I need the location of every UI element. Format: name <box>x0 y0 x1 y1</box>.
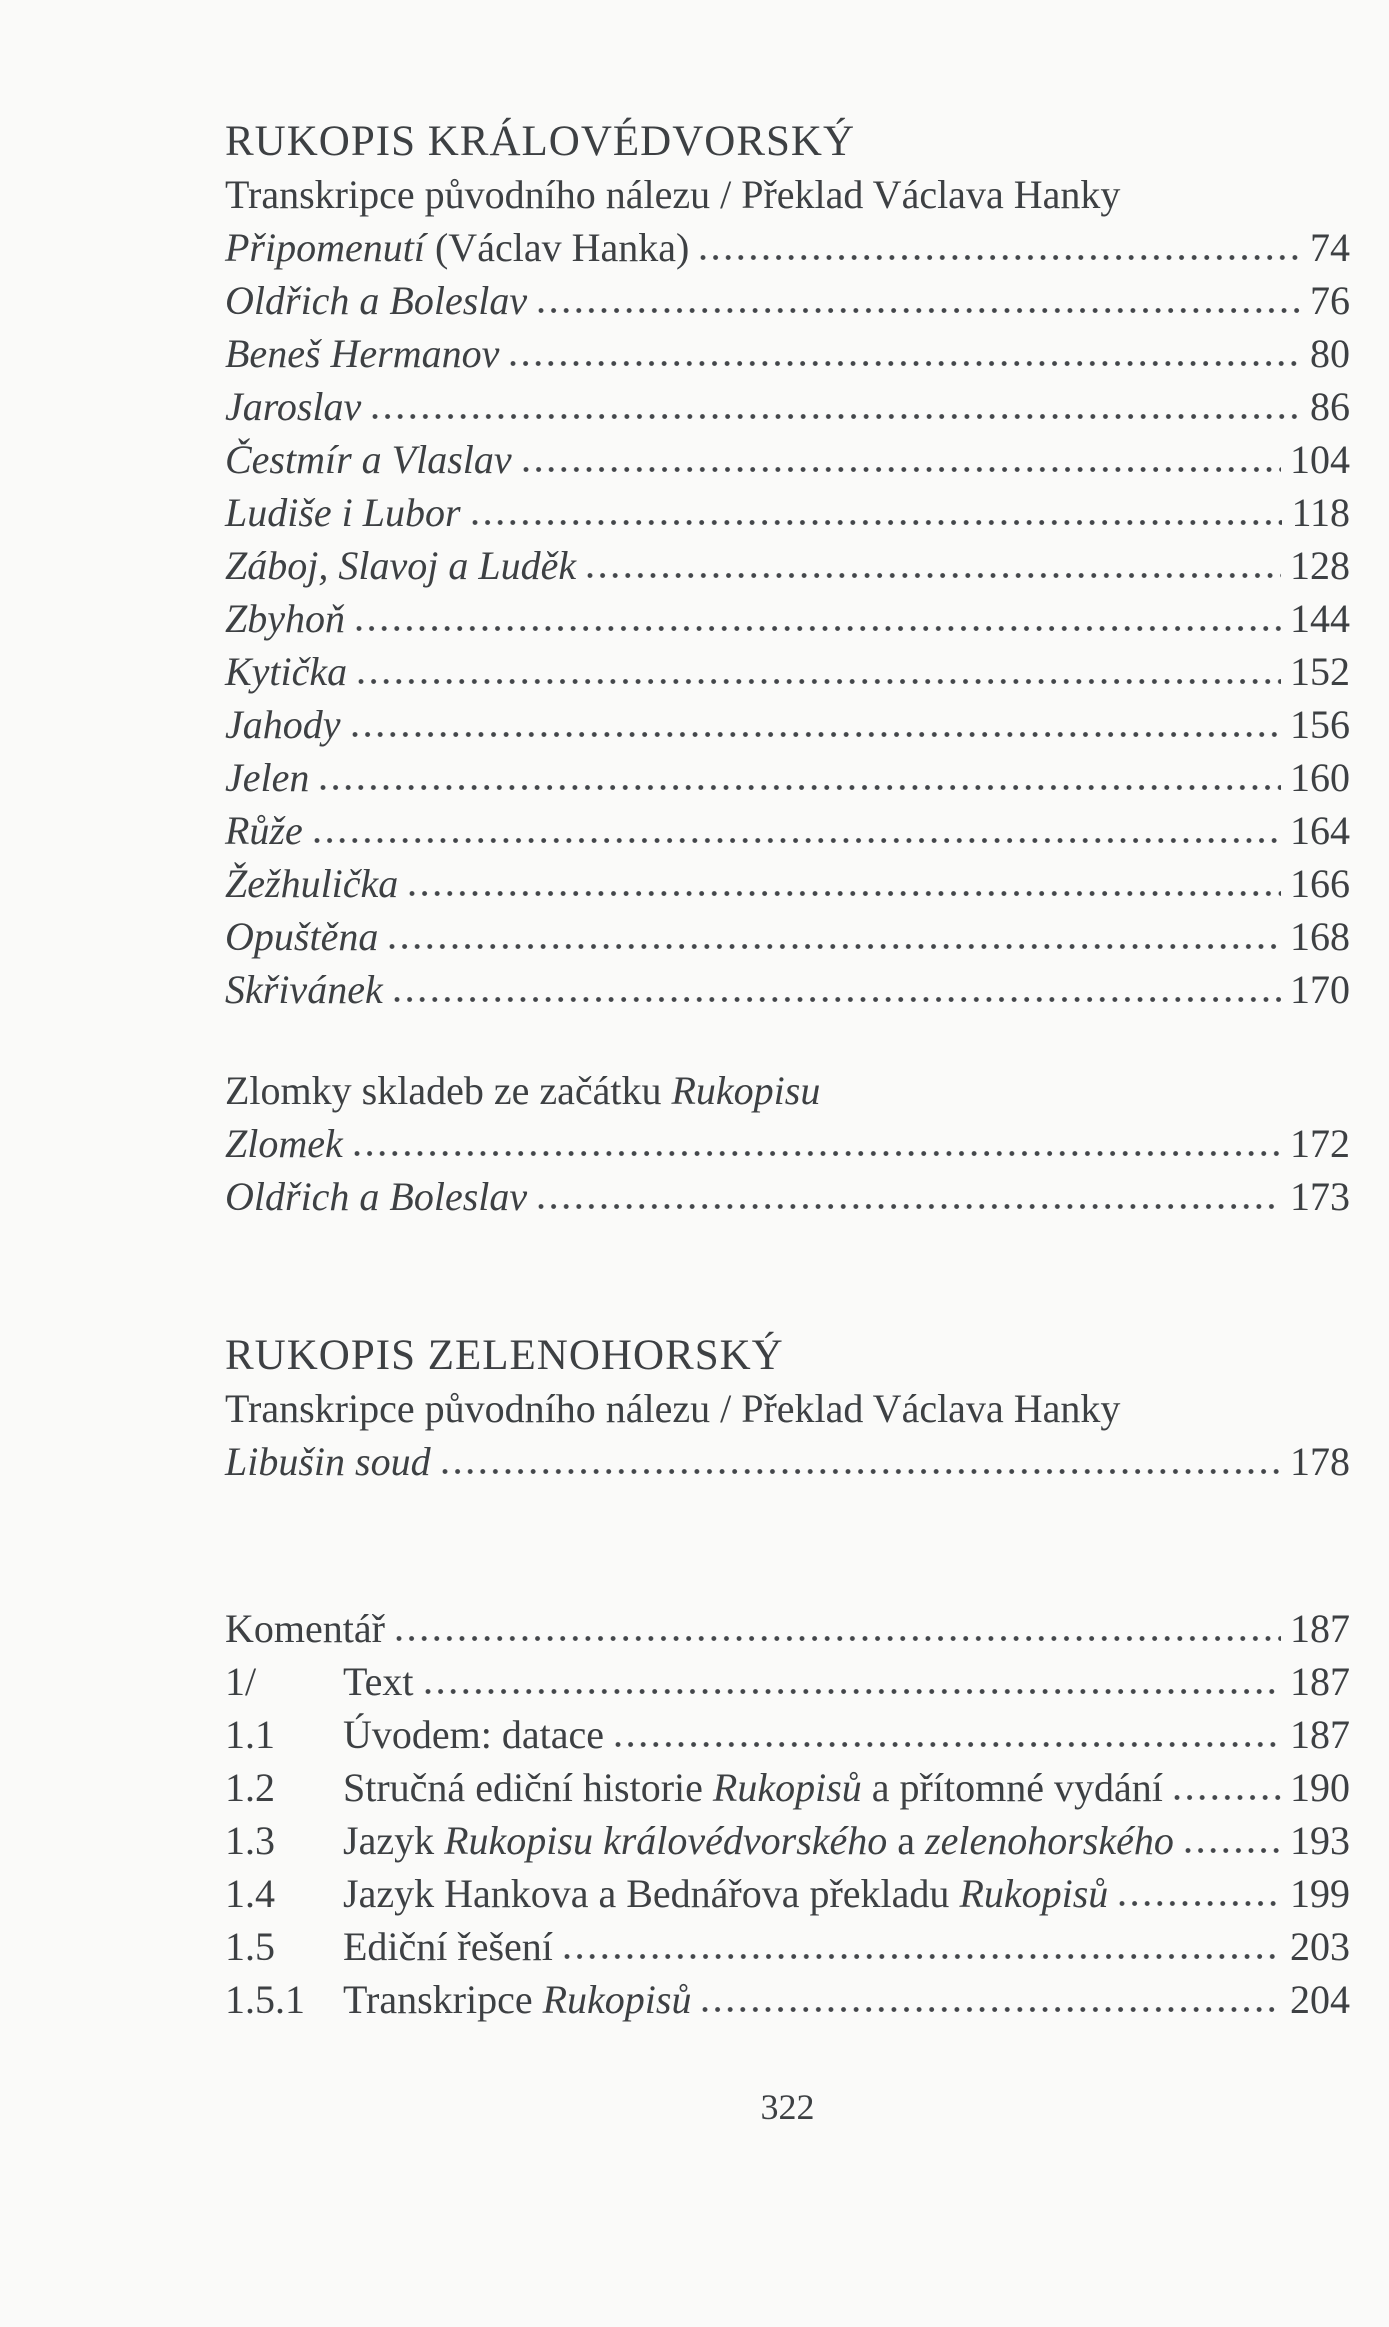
section-heading: RUKOPIS ZELENOHORSKÝ <box>225 1332 784 1379</box>
entry-page-number: 80 <box>1310 331 1350 376</box>
entry-title <box>343 1761 1163 1814</box>
text-segment: Rukopisu královédvorského <box>444 1818 888 1863</box>
toc-entry-list <box>225 1117 1350 1223</box>
entry-page-number: 187 <box>1290 1659 1350 1704</box>
text-segment: Jaroslav <box>225 384 362 429</box>
toc-entry <box>225 1867 1350 1920</box>
section-rukopis-kralovedvorsky <box>225 115 1350 1016</box>
text-segment: Beneš Hermanov <box>225 331 500 376</box>
section-rukopis-zelenohorsky <box>225 1329 1350 1488</box>
toc-entry-list <box>225 1435 1350 1488</box>
text-segment: Stručná ediční historie <box>343 1765 713 1810</box>
toc-entry <box>225 1920 1350 1973</box>
section-commentary <box>225 1602 1350 2026</box>
dot-leader <box>320 784 1281 791</box>
text-segment: Připomenutí <box>225 225 425 270</box>
section-subheading: Transkripce původního nálezu / Překlad Václava Hanky <box>225 172 1121 217</box>
text-segment: Rukopisů <box>712 1765 862 1810</box>
dot-leader <box>372 413 1301 420</box>
entry-page-number: 187 <box>1290 1712 1350 1757</box>
entry-number: 1.4 <box>225 1871 275 1916</box>
fragments-heading <box>225 1064 1350 1117</box>
entry-title <box>225 274 527 327</box>
entry-title <box>225 1170 527 1223</box>
text-segment: (Václav Hanka) <box>424 225 690 270</box>
dot-leader <box>523 466 1281 473</box>
entry-page-number: 74 <box>1310 225 1350 270</box>
text-segment: Kytička <box>225 649 348 694</box>
dot-leader <box>1174 1794 1281 1801</box>
entry-title <box>225 539 576 592</box>
toc-entry <box>225 539 1350 592</box>
text-segment: Opuštěna <box>225 914 379 959</box>
entry-title <box>343 1655 414 1708</box>
toc-entry <box>225 1814 1350 1867</box>
dot-leader <box>510 360 1301 367</box>
entry-page-number: 199 <box>1290 1871 1350 1916</box>
dot-leader <box>587 572 1281 579</box>
entry-title <box>225 380 361 433</box>
section-heading: RUKOPIS KRÁLOVÉDVORSKÝ <box>225 118 856 165</box>
entry-title <box>225 433 512 486</box>
entry-number: 1.2 <box>225 1765 275 1810</box>
entry-title <box>225 751 309 804</box>
entry-page-number: 152 <box>1290 649 1350 694</box>
text-segment: Úvodem: datace <box>343 1712 604 1757</box>
text-segment: Oldřich a Boleslav <box>225 1174 528 1219</box>
dot-leader <box>354 1150 1281 1157</box>
entry-title <box>225 857 398 910</box>
toc-entry <box>225 1761 1350 1814</box>
text-segment: Zlomek <box>225 1121 343 1166</box>
dot-leader <box>442 1468 1281 1475</box>
entry-page-number: 203 <box>1290 1924 1350 1969</box>
dot-leader <box>564 1953 1281 1960</box>
dot-leader <box>314 837 1281 844</box>
text-segment: Transkripce <box>343 1977 543 2022</box>
entry-title <box>343 1973 691 2026</box>
dot-leader <box>700 254 1301 261</box>
text-segment: Jazyk <box>343 1818 445 1863</box>
entry-title <box>225 1435 431 1488</box>
page-number: 322 <box>760 2087 815 2127</box>
text-segment: Růže <box>225 808 303 853</box>
toc-entry <box>225 433 1350 486</box>
toc-entry <box>225 698 1350 751</box>
entry-number: 1/ <box>225 1659 257 1704</box>
text-segment: Rukopisu <box>671 1068 821 1113</box>
text-segment: Žežhulička <box>225 861 399 906</box>
entry-title <box>343 1867 1108 1920</box>
entry-page-number: 187 <box>1290 1606 1350 1651</box>
entry-page-number: 172 <box>1290 1121 1350 1166</box>
toc-entry <box>225 1602 1350 1655</box>
toc-entry <box>225 963 1350 1016</box>
entry-page-number: 160 <box>1290 755 1350 800</box>
toc-entry <box>225 1170 1350 1223</box>
text-segment: Oldřich a Boleslav <box>225 278 528 323</box>
entry-title <box>225 486 461 539</box>
text-segment: Jahody <box>225 702 341 747</box>
entry-page-number: 173 <box>1290 1174 1350 1219</box>
dot-leader <box>358 678 1281 685</box>
dot-leader <box>702 2006 1281 2013</box>
text-segment: Zbyhoň <box>225 596 345 641</box>
toc-entry <box>225 274 1350 327</box>
entry-page-number: 168 <box>1290 914 1350 959</box>
entry-title <box>225 698 341 751</box>
entry-title <box>225 592 345 645</box>
text-segment: Komentář <box>225 1606 385 1651</box>
entry-page-number: 76 <box>1310 278 1350 323</box>
dot-leader <box>394 996 1281 1003</box>
text-segment: Libušin soud <box>225 1439 431 1484</box>
section-fragments <box>225 1064 1350 1223</box>
dot-leader <box>538 1203 1281 1210</box>
dot-leader <box>1185 1847 1281 1854</box>
entry-number: 1.3 <box>225 1818 275 1863</box>
entry-page-number: 104 <box>1290 437 1350 482</box>
text-segment: Jelen <box>225 755 310 800</box>
text-segment: a přítomné vydání <box>861 1765 1163 1810</box>
entry-page-number: 166 <box>1290 861 1350 906</box>
entry-page-number: 86 <box>1310 384 1350 429</box>
text-segment: Záboj, Slavoj a Luděk <box>225 543 577 588</box>
text-segment: Zlomky skladeb ze začátku <box>225 1068 672 1113</box>
toc-entry <box>225 1435 1350 1488</box>
text-segment: Rukopisů <box>542 1977 692 2022</box>
text-segment: Jazyk Hankova a Bednářova překladu <box>343 1871 960 1916</box>
dot-leader <box>538 307 1301 314</box>
entry-title <box>225 804 303 857</box>
entry-page-number: 156 <box>1290 702 1350 747</box>
toc-entry <box>225 857 1350 910</box>
toc-entry <box>225 221 1350 274</box>
entry-title <box>225 910 378 963</box>
toc-entry <box>225 486 1350 539</box>
entry-page-number: 190 <box>1290 1765 1350 1810</box>
entry-title <box>225 221 689 274</box>
text-segment: Ludiše i Lubor <box>225 490 461 535</box>
entry-title <box>343 1708 604 1761</box>
entry-title <box>343 1920 553 1973</box>
toc-entry <box>225 1973 1350 2026</box>
entry-title <box>225 1117 343 1170</box>
entry-number: 1.5 <box>225 1924 275 1969</box>
dot-leader <box>356 625 1281 632</box>
toc-entry-list <box>225 1602 1350 2026</box>
toc-entry <box>225 327 1350 380</box>
entry-page-number: 170 <box>1290 967 1350 1012</box>
entry-number: 1.1 <box>225 1712 275 1757</box>
entry-title <box>225 1602 385 1655</box>
dot-leader <box>472 519 1283 526</box>
entry-title <box>225 963 383 1016</box>
toc-entry <box>225 380 1350 433</box>
toc-entry-list <box>225 221 1350 1016</box>
toc-entry <box>225 1655 1350 1708</box>
dot-leader <box>352 731 1281 738</box>
text-segment: Text <box>343 1659 414 1704</box>
dot-leader <box>389 943 1281 950</box>
text-segment: Rukopisů <box>959 1871 1109 1916</box>
text-segment: a <box>887 1818 926 1863</box>
entry-title <box>225 645 347 698</box>
dot-leader <box>615 1741 1281 1748</box>
toc-entry <box>225 645 1350 698</box>
text-segment: Ediční řešení <box>343 1924 553 1969</box>
section-subheading: Transkripce původního nálezu / Překlad Václava Hanky <box>225 1386 1121 1431</box>
dot-leader <box>1119 1900 1281 1907</box>
entry-page-number: 164 <box>1290 808 1350 853</box>
toc-entry <box>225 751 1350 804</box>
page-footer <box>225 2084 1350 2130</box>
toc-entry <box>225 804 1350 857</box>
toc-entry <box>225 910 1350 963</box>
dot-leader <box>396 1635 1281 1642</box>
toc-entry <box>225 1117 1350 1170</box>
entry-page-number: 118 <box>1291 490 1350 535</box>
dot-leader <box>425 1688 1281 1695</box>
entry-page-number: 144 <box>1290 596 1350 641</box>
entry-page-number: 128 <box>1290 543 1350 588</box>
toc-entry <box>225 1708 1350 1761</box>
text-segment: Skřivánek <box>225 967 383 1012</box>
dot-leader <box>409 890 1281 897</box>
entry-title <box>225 327 499 380</box>
entry-number: 1.5.1 <box>225 1977 305 2022</box>
toc-entry <box>225 592 1350 645</box>
text-segment: zelenohorského <box>925 1818 1174 1863</box>
entry-page-number: 204 <box>1290 1977 1350 2022</box>
entry-title <box>343 1814 1174 1867</box>
entry-page-number: 178 <box>1290 1439 1350 1484</box>
entry-page-number: 193 <box>1290 1818 1350 1863</box>
text-segment: Čestmír a Vlaslav <box>225 437 512 482</box>
